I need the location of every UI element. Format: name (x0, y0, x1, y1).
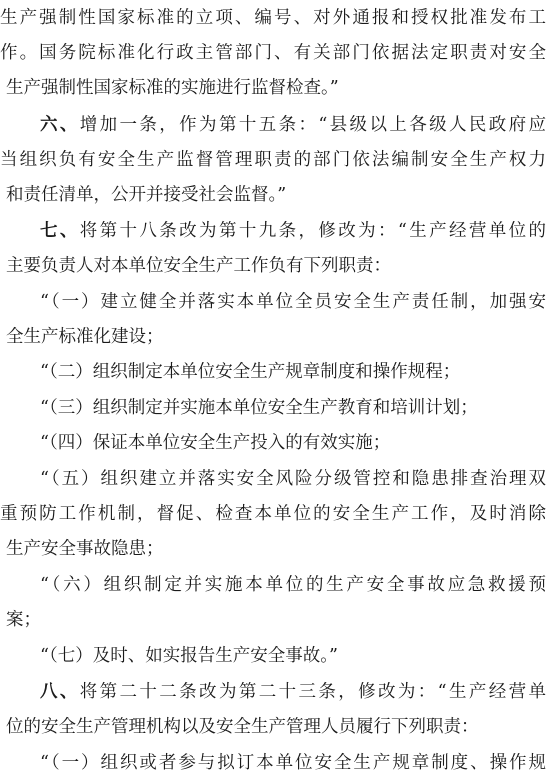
text-line-18: 案； (6, 610, 41, 630)
article-six-line: 六、增加一条，作为第十五条：“县级以上各级人民政府应 (40, 115, 546, 135)
article-seven-line: 七、将第十八条改为第十九条，修改为：“生产经营单位的 (40, 221, 546, 241)
item-two-line: “（二）组织制定本单位安全生产规章制度和操作规程； (40, 362, 461, 382)
text-line-21: 位的安全生产管理机构以及安全生产管理人员履行下列职责： (6, 717, 479, 737)
item-four-line: “（四）保证本单位安全生产投入的有效实施； (40, 433, 391, 453)
item-seven-line: “（七）及时、如实报告生产安全事故。” (40, 646, 338, 666)
text-line-3: 生产强制性国家标准的实施进行监督检查。” (6, 78, 339, 98)
text-line-10: 全生产标准化建设； (6, 327, 164, 347)
text-line-2: 作。国务院标准化行政主管部门、有关部门依据法定职责对安全 (0, 43, 546, 63)
item-five-line: “（五）组织建立并落实安全风险分级管控和隐患排查治理双 (40, 469, 546, 489)
item-three-line: “（三）组织制定并实施本单位安全生产教育和培训计划； (40, 398, 478, 418)
article-eight-line: 八、将第二十二条改为第二十三条，修改为：“生产经营单 (40, 682, 546, 702)
item-one-duty-line: “（一）组织或者参与拟订本单位安全生产规章制度、操作规 (40, 753, 546, 773)
item-six-line: “（六）组织制定并实施本单位的生产安全事故应急救援预 (40, 575, 546, 595)
text-line-8: 主要负责人对本单位安全生产工作负有下列职责： (6, 256, 391, 276)
text-line-16: 生产安全事故隐患； (6, 539, 164, 559)
article-six-lead: 六、 (40, 115, 80, 135)
text-line-15: 重预防工作机制，督促、检查本单位的安全生产工作，及时消除 (0, 504, 546, 524)
item-one-line: “（一）建立健全并落实本单位全员安全生产责任制，加强安 (40, 292, 546, 312)
article-eight-lead: 八、 (40, 682, 80, 702)
text-line-5: 当组织负有安全生产监督管理职责的部门依法编制安全生产权力 (0, 150, 546, 170)
text-line-6: 和责任清单，公开并接受社会监督。” (6, 185, 287, 205)
text-line-1: 生产强制性国家标准的立项、编号、对外通报和授权批准发布工 (0, 8, 546, 28)
article-seven-lead: 七、 (40, 221, 80, 241)
